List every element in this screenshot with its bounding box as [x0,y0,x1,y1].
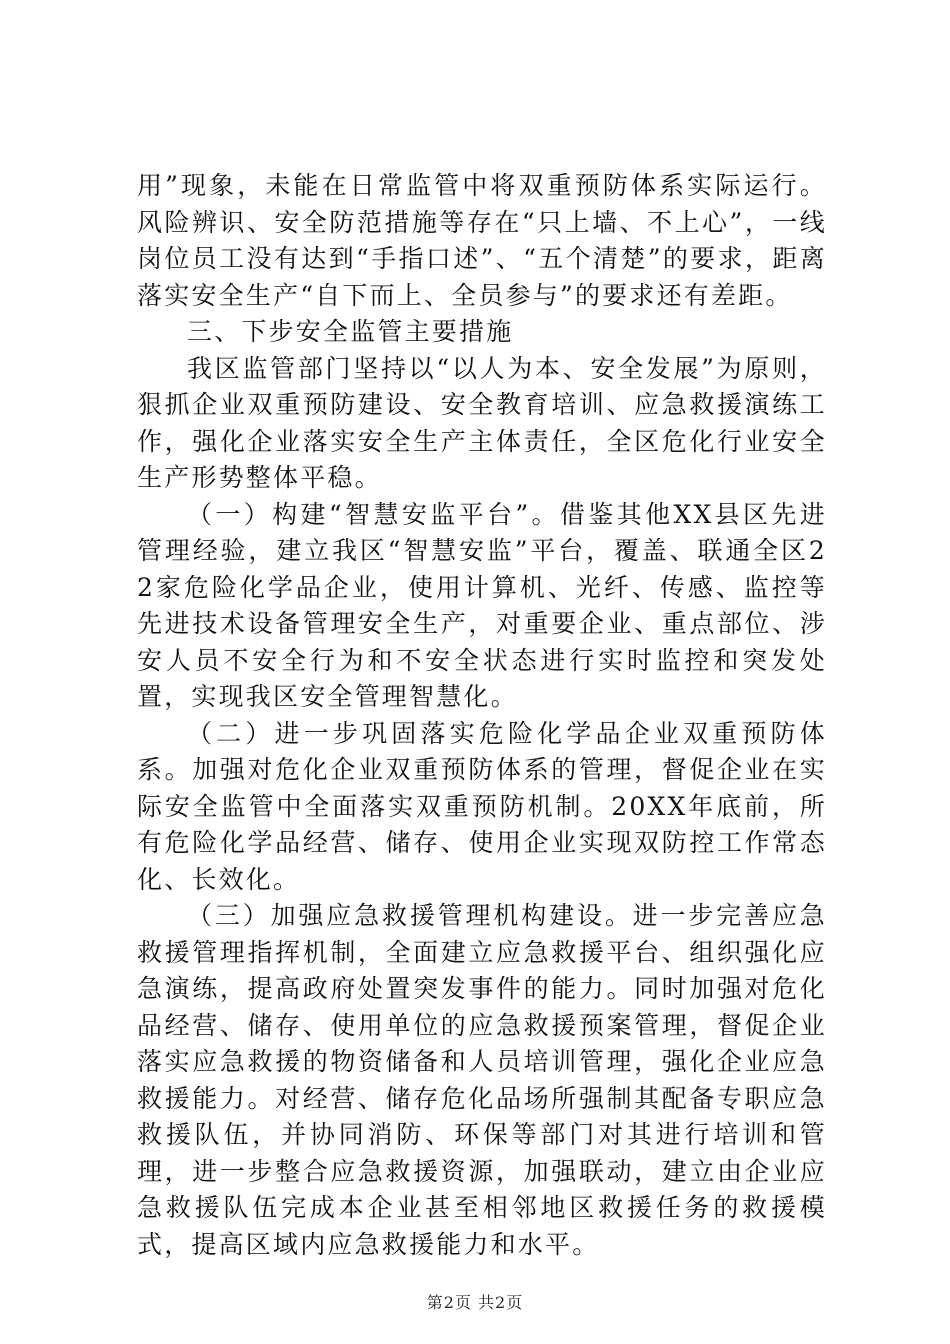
paragraph-measure-1: （一）构建“智慧安监平台”。借鉴其他XX县区先进管理经验，建立我区“智慧安监”平台，覆盖、联通全区22家危险化学品企业，使用计算机、光纤、传感、监控等先进技术设备管理安全生产，对重要企业、重点部位、涉安人员不安全行为和不安全状态进行实时监控和突发处置，实现我区安全管理智慧化。 [137,499,827,711]
paragraph-measure-3: （三）加强应急救援管理机构建设。进一步完善应急救援管理指挥机制，全面建立应急救援平台、组织强化应急演练，提高政府处置突发事件的能力。同时加强对危化品经营、储存、使用单位的应急救援预案管理，督促企业落实应急救援的物资储备和人员培训管理，强化企业应急救援能力。对经营、储存危化品场所强制其配备专职应急救援队伍，并协同消防、环保等部门对其进行培训和管理，进一步整合应急救援资源，加强联动，建立由企业应急救援队伍完成本企业甚至相邻地区救援任务的救援模式，提高区域内应急救援能力和水平。 [137,901,827,1259]
paragraph-continuation: 用”现象，未能在日常监管中将双重预防体系实际运行。风险辨识、安全防范措施等存在“只上墙、不上心”，一线岗位员工没有达到“手指口述”、“五个清楚”的要求，距离落实安全生产“自下而上、全员参与”的要求还有差距。 [137,171,827,310]
section-heading: 三、下步安全监管主要措施 [187,317,514,346]
page-number-footer: 第2页 共2页 [426,1293,524,1312]
paragraph-measure-2: （二）进一步巩固落实危险化学品企业双重预防体系。加强对危化企业双重预防体系的管理，督促企业在实际安全监管中全面落实双重预防机制。20XX年底前，所有危险化学品经营、储存、使用企业实现双防控工作常态化、长效化。 [137,718,827,894]
document-body [137,168,827,1263]
paragraph-intro: 我区监管部门坚持以“以人为本、安全发展”为原则，狠抓企业双重预防建设、安全教育培训、应急救援演练工作，强化企业落实安全生产主体责任，全区危化行业安全生产形势整体平稳。 [137,353,827,492]
